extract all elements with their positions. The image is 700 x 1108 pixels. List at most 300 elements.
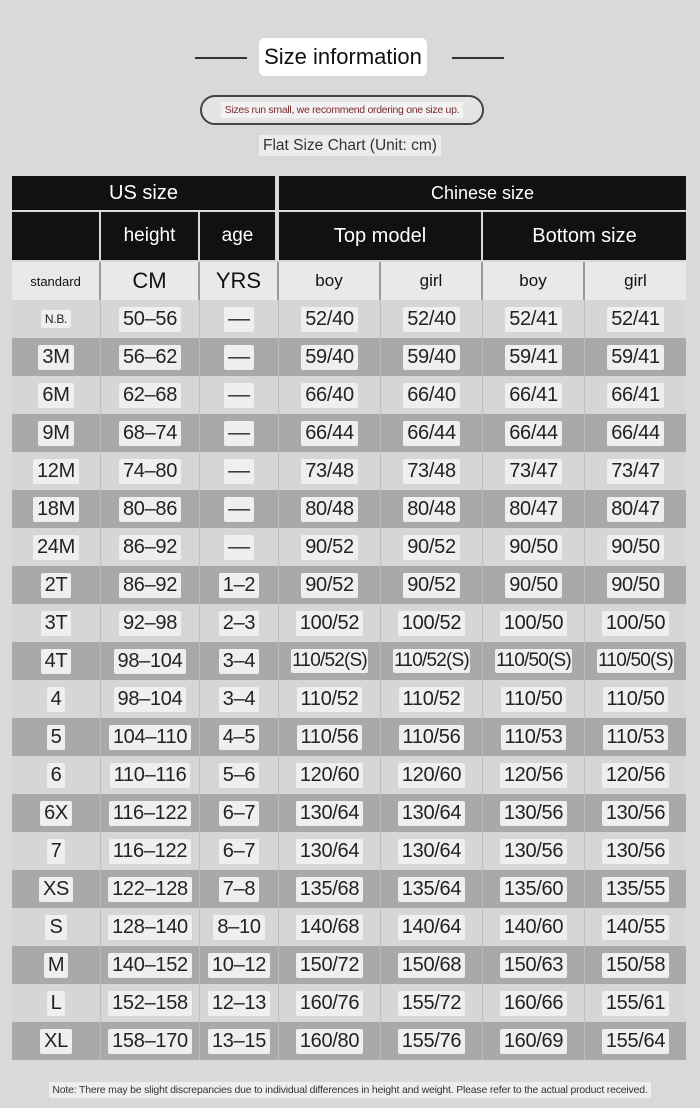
top-girl-header: girl xyxy=(381,262,483,300)
bottom-girl-cell-value: 120/56 xyxy=(602,763,669,788)
top-boy-cell-value: 110/56 xyxy=(297,725,363,750)
age-cell-value: 6–7 xyxy=(219,839,259,864)
bottom-boy-cell-value: 66/44 xyxy=(505,421,562,446)
height-cell xyxy=(101,946,200,984)
bottom-girl-cell-value: 90/50 xyxy=(607,535,664,560)
top-boy-cell xyxy=(279,300,381,338)
top-boy-cell-value: 130/64 xyxy=(296,801,363,826)
bottom-girl-cell xyxy=(585,908,686,946)
height-cell-value: 98–104 xyxy=(114,649,187,674)
bottom-girl-cell xyxy=(585,490,686,528)
bottom-girl-cell xyxy=(585,566,686,604)
us-size-cell-value: 24M xyxy=(33,535,79,560)
us-size-cell-value: 6M xyxy=(38,383,73,408)
height-cell xyxy=(101,642,200,680)
height-cell xyxy=(101,528,200,566)
age-cell xyxy=(200,1022,279,1060)
bottom-boy-cell-value: 110/50 xyxy=(501,687,567,712)
top-girl-cell xyxy=(381,414,483,452)
bottom-boy-cell-value: 73/47 xyxy=(505,459,562,484)
top-boy-cell-value: 66/40 xyxy=(301,383,358,408)
bottom-boy-cell-value: 160/66 xyxy=(500,991,567,1016)
top-girl-cell-value: 135/64 xyxy=(398,877,465,902)
age-cell-value: 5–6 xyxy=(219,763,259,788)
bottom-girl-cell-value: 150/58 xyxy=(602,953,669,978)
table-row xyxy=(12,794,686,832)
age-cell xyxy=(200,338,279,376)
us-size-cell-value: M xyxy=(44,953,68,978)
age-cell xyxy=(200,794,279,832)
title-section xyxy=(0,38,700,78)
bottom-boy-header: boy xyxy=(483,262,585,300)
top-boy-cell-value: 110/52 xyxy=(297,687,363,712)
height-cell xyxy=(101,566,200,604)
bottom-boy-cell-value: 66/41 xyxy=(505,383,562,408)
bottom-girl-cell xyxy=(585,870,686,908)
us-size-cell xyxy=(12,756,101,794)
top-girl-cell-value: 120/60 xyxy=(398,763,465,788)
height-cell-value: 86–92 xyxy=(119,535,181,560)
top-girl-cell-value: 66/40 xyxy=(403,383,460,408)
top-girl-cell xyxy=(381,794,483,832)
us-size-cell xyxy=(12,338,101,376)
top-boy-cell xyxy=(279,794,381,832)
height-cell-value: 80–86 xyxy=(119,497,181,522)
table-row xyxy=(12,718,686,756)
bottom-girl-cell xyxy=(585,1022,686,1060)
age-cell-value: –– xyxy=(224,497,254,522)
top-girl-cell-value: 73/48 xyxy=(403,459,460,484)
table-row xyxy=(12,756,686,794)
top-boy-cell xyxy=(279,908,381,946)
top-girl-cell xyxy=(381,604,483,642)
footer-note xyxy=(0,1080,700,1098)
bottom-girl-cell-value: 155/64 xyxy=(602,1029,669,1054)
us-size-cell xyxy=(12,680,101,718)
age-cell-value: 7–8 xyxy=(219,877,259,902)
height-cell xyxy=(101,870,200,908)
bottom-girl-cell-value: 100/50 xyxy=(602,611,669,636)
top-boy-cell xyxy=(279,566,381,604)
top-boy-cell-value: 90/52 xyxy=(301,535,358,560)
us-size-cell-value: N.B. xyxy=(41,310,71,328)
us-size-cell-value: 4 xyxy=(47,687,66,712)
us-size-cell xyxy=(12,566,101,604)
bottom-boy-cell-value: 59/41 xyxy=(505,345,562,370)
us-size-cell-value: S xyxy=(45,915,66,940)
top-girl-cell-value: 110/52(S) xyxy=(394,650,469,671)
table-body xyxy=(12,300,686,1060)
bottom-girl-cell-value: 130/56 xyxy=(602,839,669,864)
height-cell-value: 56–62 xyxy=(119,345,181,370)
height-cell-value: 68–74 xyxy=(119,421,181,446)
us-size-cell-value: 3M xyxy=(38,345,73,370)
age-cell-value: –– xyxy=(224,307,254,332)
age-header: age xyxy=(200,212,279,260)
height-cell xyxy=(101,338,200,376)
us-size-cell xyxy=(12,832,101,870)
age-cell-value: –– xyxy=(224,383,254,408)
age-cell-value: 12–13 xyxy=(208,991,270,1016)
top-girl-cell-value: 110/52 xyxy=(399,687,465,712)
us-size-cell-value: 12M xyxy=(33,459,79,484)
height-cell-value: 50–56 xyxy=(119,307,181,332)
age-cell xyxy=(200,832,279,870)
top-girl-cell-value: 52/40 xyxy=(403,307,460,332)
us-size-cell-value: XS xyxy=(39,877,73,902)
height-cell xyxy=(101,908,200,946)
age-cell xyxy=(200,718,279,756)
table-row xyxy=(12,604,686,642)
top-girl-cell-value: 80/48 xyxy=(403,497,460,522)
top-girl-cell xyxy=(381,566,483,604)
table-row xyxy=(12,376,686,414)
height-cell-value: 110–116 xyxy=(110,763,191,788)
bottom-girl-cell xyxy=(585,338,686,376)
age-cell xyxy=(200,946,279,984)
table-row xyxy=(12,946,686,984)
bottom-boy-cell xyxy=(483,338,585,376)
top-boy-cell-value: 160/76 xyxy=(296,991,363,1016)
bottom-girl-cell xyxy=(585,300,686,338)
age-cell xyxy=(200,604,279,642)
top-girl-cell xyxy=(381,452,483,490)
height-cell-value: 62–68 xyxy=(119,383,181,408)
top-girl-cell xyxy=(381,756,483,794)
bottom-girl-cell xyxy=(585,794,686,832)
bottom-boy-cell-value: 90/50 xyxy=(505,573,562,598)
bottom-girl-cell xyxy=(585,984,686,1022)
bottom-boy-cell xyxy=(483,1022,585,1060)
us-size-cell-value: XL xyxy=(40,1029,72,1054)
bottom-boy-cell xyxy=(483,414,585,452)
bottom-boy-cell xyxy=(483,300,585,338)
top-boy-cell-value: 52/40 xyxy=(301,307,358,332)
bottom-boy-cell xyxy=(483,794,585,832)
table-row xyxy=(12,452,686,490)
height-cell xyxy=(101,452,200,490)
us-size-cell xyxy=(12,718,101,756)
age-cell-value: –– xyxy=(224,459,254,484)
top-boy-cell-value: 80/48 xyxy=(301,497,358,522)
bottom-boy-cell xyxy=(483,642,585,680)
bottom-girl-cell xyxy=(585,604,686,642)
table-row xyxy=(12,490,686,528)
table-row xyxy=(12,832,686,870)
height-cell xyxy=(101,794,200,832)
us-size-cell xyxy=(12,984,101,1022)
height-cell-value: 104–110 xyxy=(109,725,191,750)
bottom-boy-cell-value: 160/69 xyxy=(500,1029,567,1054)
top-girl-cell xyxy=(381,642,483,680)
top-boy-cell-value: 110/52(S) xyxy=(292,650,367,671)
us-size-cell-value: 5 xyxy=(47,725,66,750)
bottom-girl-cell xyxy=(585,756,686,794)
height-cell xyxy=(101,604,200,642)
age-cell xyxy=(200,680,279,718)
age-cell-value: 4–5 xyxy=(219,725,259,750)
table-row xyxy=(12,338,686,376)
bottom-boy-cell-value: 120/56 xyxy=(500,763,567,788)
top-boy-header: boy xyxy=(279,262,381,300)
top-girl-cell xyxy=(381,1022,483,1060)
height-cell xyxy=(101,718,200,756)
top-boy-cell xyxy=(279,604,381,642)
bottom-boy-cell-value: 135/60 xyxy=(500,877,567,902)
us-size-cell-value: 6 xyxy=(47,763,66,788)
bottom-girl-cell xyxy=(585,452,686,490)
us-size-cell xyxy=(12,414,101,452)
bottom-girl-cell-value: 110/50 xyxy=(603,687,669,712)
top-girl-cell-value: 110/56 xyxy=(399,725,465,750)
us-size-cell-value: 18M xyxy=(33,497,79,522)
top-girl-cell xyxy=(381,870,483,908)
bottom-boy-cell-value: 110/53 xyxy=(501,725,567,750)
top-boy-cell-value: 130/64 xyxy=(296,839,363,864)
title-rule-left xyxy=(195,57,247,59)
top-boy-cell xyxy=(279,1022,381,1060)
height-header: height xyxy=(101,212,200,260)
age-cell xyxy=(200,908,279,946)
top-girl-cell xyxy=(381,490,483,528)
us-size-cell xyxy=(12,604,101,642)
table-row xyxy=(12,528,686,566)
bottom-boy-cell xyxy=(483,984,585,1022)
bottom-girl-cell-value: 140/55 xyxy=(602,915,669,940)
page-title: Size information xyxy=(259,38,427,76)
bottom-boy-cell xyxy=(483,566,585,604)
us-size-cell xyxy=(12,300,101,338)
bottom-boy-cell-value: 130/56 xyxy=(500,839,567,864)
height-cell-value: 152–158 xyxy=(108,991,192,1016)
bottom-girl-cell xyxy=(585,718,686,756)
top-girl-cell xyxy=(381,376,483,414)
bottom-girl-cell-value: 59/41 xyxy=(607,345,664,370)
top-boy-cell-value: 100/52 xyxy=(296,611,363,636)
bottom-boy-cell-value: 140/60 xyxy=(500,915,567,940)
footer-note-text: Note: There may be slight discrepancies due to individual differences in height and weight. Please refer to the actual product received. xyxy=(49,1082,650,1098)
bottom-boy-cell xyxy=(483,490,585,528)
top-boy-cell xyxy=(279,870,381,908)
bottom-boy-cell-value: 150/63 xyxy=(500,953,567,978)
bottom-girl-cell xyxy=(585,680,686,718)
top-girl-cell-value: 100/52 xyxy=(398,611,465,636)
bottom-girl-cell-value: 155/61 xyxy=(602,991,669,1016)
bottom-boy-cell-value: 52/41 xyxy=(505,307,562,332)
age-cell-value: –– xyxy=(224,345,254,370)
cm-header: CM xyxy=(101,262,200,300)
height-cell xyxy=(101,832,200,870)
top-boy-cell-value: 150/72 xyxy=(296,953,363,978)
age-cell xyxy=(200,300,279,338)
top-boy-cell xyxy=(279,414,381,452)
bottom-girl-header: girl xyxy=(624,271,647,290)
bottom-girl-cell xyxy=(585,376,686,414)
us-size-cell-value: 9M xyxy=(38,421,73,446)
bottom-girl-cell-value: 135/55 xyxy=(602,877,669,902)
chinese-size-header: Chinese size xyxy=(430,182,535,203)
top-girl-cell xyxy=(381,908,483,946)
bottom-boy-cell xyxy=(483,528,585,566)
age-cell xyxy=(200,490,279,528)
top-girl-cell xyxy=(381,528,483,566)
table-row xyxy=(12,680,686,718)
us-size-cell xyxy=(12,870,101,908)
table-row xyxy=(12,908,686,946)
bottom-girl-cell-value: 73/47 xyxy=(607,459,664,484)
top-girl-cell-value: 155/72 xyxy=(398,991,465,1016)
height-cell-value: 116–122 xyxy=(109,801,191,826)
us-size-cell-value: 3T xyxy=(41,611,72,636)
us-size-cell xyxy=(12,1022,101,1060)
us-size-cell-value: 6X xyxy=(40,801,72,826)
top-boy-cell xyxy=(279,718,381,756)
age-cell-value: 8–10 xyxy=(213,915,264,940)
top-boy-cell-value: 120/60 xyxy=(296,763,363,788)
age-cell-value: –– xyxy=(224,535,254,560)
top-boy-cell xyxy=(279,984,381,1022)
bottom-boy-cell xyxy=(483,718,585,756)
top-boy-cell-value: 73/48 xyxy=(301,459,358,484)
age-cell xyxy=(200,414,279,452)
bottom-girl-cell-value: 52/41 xyxy=(607,307,664,332)
height-cell-value: 158–170 xyxy=(108,1029,192,1054)
age-cell xyxy=(200,528,279,566)
top-boy-cell xyxy=(279,338,381,376)
top-boy-cell-value: 160/80 xyxy=(296,1029,363,1054)
age-cell-value: 3–4 xyxy=(219,649,259,674)
top-girl-cell xyxy=(381,300,483,338)
size-notice xyxy=(200,95,484,125)
top-boy-cell xyxy=(279,490,381,528)
age-cell-value: 2–3 xyxy=(219,611,259,636)
age-cell-value: 3–4 xyxy=(219,687,259,712)
table-row xyxy=(12,984,686,1022)
height-cell xyxy=(101,1022,200,1060)
height-cell-value: 122–128 xyxy=(108,877,192,902)
bottom-girl-cell xyxy=(585,414,686,452)
top-boy-cell-value: 135/68 xyxy=(296,877,363,902)
bottom-girl-cell-value: 66/41 xyxy=(607,383,664,408)
bottom-size-header: Bottom size xyxy=(532,224,637,247)
header-row-units xyxy=(12,260,686,300)
height-cell xyxy=(101,490,200,528)
top-girl-cell-value: 66/44 xyxy=(403,421,460,446)
age-cell-value: 6–7 xyxy=(219,801,259,826)
bottom-girl-cell xyxy=(585,946,686,984)
chart-subtitle-text: Flat Size Chart (Unit: cm) xyxy=(259,135,441,156)
bottom-boy-cell-value: 130/56 xyxy=(500,801,567,826)
bottom-boy-cell xyxy=(483,452,585,490)
age-cell xyxy=(200,452,279,490)
age-cell xyxy=(200,984,279,1022)
bottom-boy-cell xyxy=(483,908,585,946)
us-size-cell-value: L xyxy=(47,991,66,1016)
table-row xyxy=(12,642,686,680)
top-boy-cell xyxy=(279,946,381,984)
bottom-boy-cell xyxy=(483,870,585,908)
us-size-cell xyxy=(12,376,101,414)
header-row-groups xyxy=(12,176,686,212)
bottom-girl-cell-value: 110/53 xyxy=(603,725,669,750)
yrs-header: YRS xyxy=(200,262,279,300)
top-girl-cell xyxy=(381,680,483,718)
table-row xyxy=(12,1022,686,1060)
top-boy-cell xyxy=(279,680,381,718)
bottom-girl-cell-value: 66/44 xyxy=(607,421,664,446)
top-girl-cell-value: 90/52 xyxy=(403,573,460,598)
bottom-boy-cell xyxy=(483,376,585,414)
bottom-boy-cell-value: 100/50 xyxy=(500,611,567,636)
top-boy-cell xyxy=(279,756,381,794)
top-boy-cell xyxy=(279,528,381,566)
top-boy-cell xyxy=(279,376,381,414)
us-size-cell xyxy=(12,908,101,946)
age-cell-value: –– xyxy=(224,421,254,446)
top-boy-cell xyxy=(279,642,381,680)
bottom-girl-cell-value: 110/50(S) xyxy=(598,650,673,671)
top-girl-cell-value: 150/68 xyxy=(398,953,465,978)
table-row xyxy=(12,414,686,452)
table-row xyxy=(12,300,686,338)
top-girl-cell xyxy=(381,946,483,984)
bottom-girl-cell-value: 130/56 xyxy=(602,801,669,826)
height-cell-value: 74–80 xyxy=(119,459,181,484)
size-notice-text: Sizes run small, we recommend ordering one size up. xyxy=(221,102,463,118)
bottom-boy-cell-value: 110/50(S) xyxy=(496,650,571,671)
top-girl-cell xyxy=(381,832,483,870)
top-boy-cell-value: 59/40 xyxy=(301,345,358,370)
bottom-boy-cell-value: 80/47 xyxy=(505,497,562,522)
top-girl-cell-value: 59/40 xyxy=(403,345,460,370)
header-blank xyxy=(12,212,101,260)
us-size-cell-value: 7 xyxy=(47,839,66,864)
top-boy-cell xyxy=(279,452,381,490)
height-cell-value: 92–98 xyxy=(119,611,181,636)
height-cell xyxy=(101,376,200,414)
us-size-header: US size xyxy=(12,176,279,210)
bottom-boy-cell-value: 90/50 xyxy=(505,535,562,560)
top-boy-cell-value: 90/52 xyxy=(301,573,358,598)
age-cell xyxy=(200,756,279,794)
bottom-girl-cell xyxy=(585,642,686,680)
bottom-boy-cell xyxy=(483,946,585,984)
bottom-girl-cell xyxy=(585,528,686,566)
age-cell-value: 13–15 xyxy=(208,1029,270,1054)
top-boy-cell xyxy=(279,832,381,870)
top-girl-cell-value: 155/76 xyxy=(398,1029,465,1054)
height-cell xyxy=(101,680,200,718)
age-cell-value: 10–12 xyxy=(208,953,270,978)
bottom-girl-cell xyxy=(585,832,686,870)
age-cell xyxy=(200,566,279,604)
age-cell-value: 1–2 xyxy=(219,573,259,598)
top-boy-cell-value: 66/44 xyxy=(301,421,358,446)
height-cell xyxy=(101,984,200,1022)
bottom-boy-cell xyxy=(483,832,585,870)
height-cell-value: 116–122 xyxy=(109,839,191,864)
top-girl-cell xyxy=(381,718,483,756)
height-cell-value: 86–92 xyxy=(119,573,181,598)
us-size-cell xyxy=(12,946,101,984)
height-cell xyxy=(101,300,200,338)
age-cell xyxy=(200,376,279,414)
top-boy-cell-value: 140/68 xyxy=(296,915,363,940)
us-size-cell xyxy=(12,642,101,680)
header-row-sub xyxy=(12,212,686,260)
bottom-girl-cell-value: 90/50 xyxy=(607,573,664,598)
table-row xyxy=(12,566,686,604)
